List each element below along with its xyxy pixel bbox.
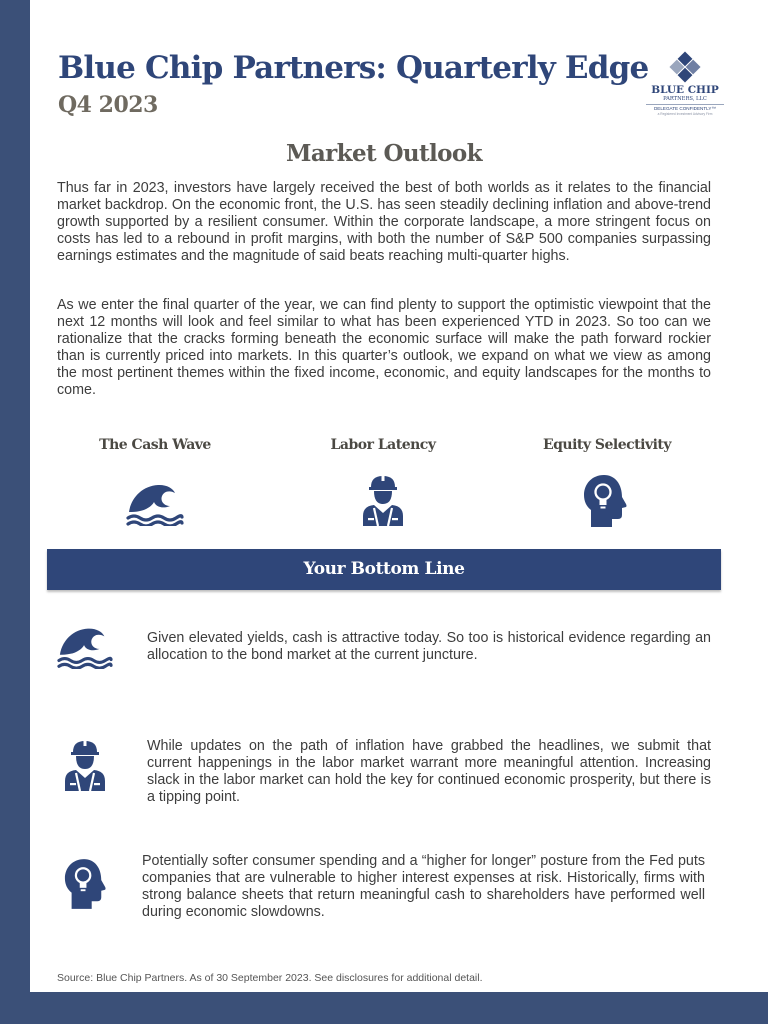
theme-title: Equity Selectivity xyxy=(542,437,672,453)
logo-diamond-icon xyxy=(668,50,702,84)
head-lightbulb-icon xyxy=(63,857,107,911)
logo-name: BLUE CHIP xyxy=(651,84,719,96)
company-logo xyxy=(646,50,724,122)
logo-sub: PARTNERS, LLC xyxy=(663,96,707,102)
page-title: Blue Chip Partners: Quarterly Edge xyxy=(58,50,649,86)
bottom-line-cash-text: Given elevated yields, cash is attractive today. So too is historical evidence regarding an allocation to the bond market at the current juncture. xyxy=(147,630,711,663)
page-subtitle: Q4 2023 xyxy=(58,92,158,118)
head-lightbulb-icon xyxy=(582,473,628,529)
outlook-paragraph-2: As we enter the final quarter of the year, we can find plenty to support the optimistic viewpoint that the next 12 months will look and feel similar to what has been experienced YTD in 2023. So too can we rationalize that the cracks forming beneath the economic surface will make the path forward rockier than is currently priced into markets. In this quarter’s outlook, we expand on what we view as among the most pertinent themes within the fixed income, economic, and equity landscapes for the months to come. xyxy=(57,297,711,398)
theme-labor-latency xyxy=(288,437,478,453)
footer-source-note: Source: Blue Chip Partners. As of 30 September 2023. See disclosures for additional detail. xyxy=(57,972,483,984)
logo-tagline: DELEGATE CONFIDENTLY™ xyxy=(646,104,724,112)
wave-icon xyxy=(126,482,184,526)
logo-fine-print: a Registered Investment Advisory Firm xyxy=(657,112,713,116)
market-outlook-heading: Market Outlook xyxy=(285,140,483,167)
bottom-frame-bar xyxy=(0,992,768,1024)
theme-title: The Cash Wave xyxy=(99,437,211,453)
wave-icon xyxy=(57,625,113,669)
worker-icon xyxy=(62,738,108,792)
theme-title: Labor Latency xyxy=(330,437,436,453)
bottom-line-banner: Your Bottom Line xyxy=(47,549,721,590)
worker-icon xyxy=(360,473,406,527)
outlook-paragraph-1: Thus far in 2023, investors have largely received the best of both worlds as it relates to the financial market backdrop. On the economic front, the U.S. has seen steadily declining inflation and above-trend growth supported by a resilient consumer. Within the corporate landscape, a more stringent focus on costs has led to a rebound in profit margins, with both the number of S&P 500 companies surpassing earnings estimates and the magnitude of said beats reaching multi-quarter highs. xyxy=(57,180,711,264)
theme-equity-selectivity xyxy=(512,437,702,453)
bottom-line-labor-text: While updates on the path of inflation have grabbed the headlines, we submit that current happenings in the labor market warrant more meaningful attention. Increasing slack in the labor market can hold the key for continued economic prosperity, but there is a tipping point. xyxy=(147,738,711,805)
bottom-line-equity-text: Potentially softer consumer spending and a “higher for longer” posture from the Fed puts companies that are vulnerable to higher interest expenses at risk. Historically, firms with strong balance sheets that return meaningful cash to shareholders have performed well during economic slowdowns. xyxy=(142,853,705,920)
theme-cash-wave xyxy=(60,437,250,453)
